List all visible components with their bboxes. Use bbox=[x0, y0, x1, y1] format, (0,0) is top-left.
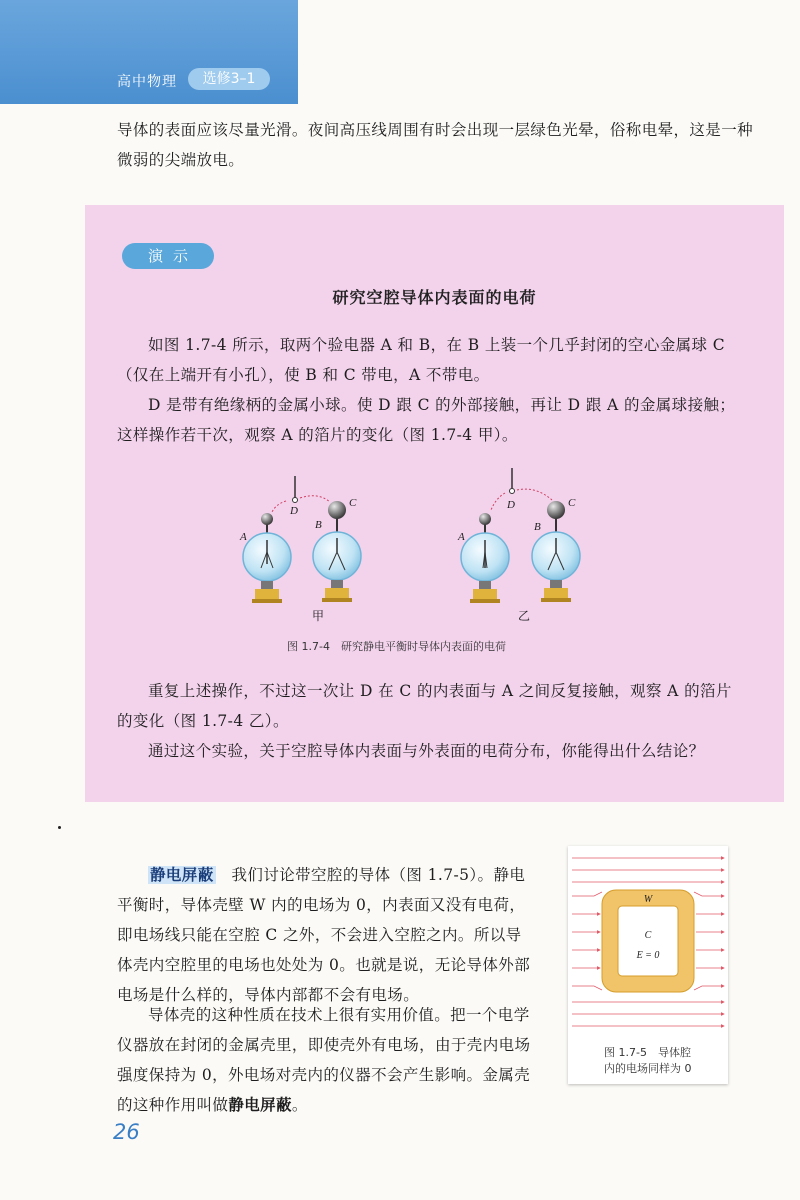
page-number: 26 bbox=[113, 1120, 140, 1144]
book-title: 高中物理 bbox=[117, 74, 177, 90]
module-badge: 选修3–1 bbox=[188, 68, 270, 90]
shielding-text-2-end: 。 bbox=[291, 1096, 308, 1114]
demo-paragraph-4: 通过这个实验，关于空腔导体内表面与外表面的电荷分布，你能得出什么结论？ bbox=[148, 742, 705, 760]
margin-dot bbox=[58, 826, 61, 829]
figure-1-7-5-box bbox=[568, 846, 728, 1084]
label-yi: 乙 bbox=[518, 609, 531, 623]
label-b-left: B bbox=[315, 519, 322, 531]
demo-paragraph-3: 重复上述操作，不过这一次让 D 在 C 的内表面与 A 之间反复接触，观察 A 的箔片的变化（图 1.7-4 乙）。 bbox=[117, 682, 732, 730]
label-b-right: B bbox=[534, 521, 541, 533]
intro-line-2: 微弱的尖端放电。 bbox=[117, 151, 245, 169]
label-a-right: A bbox=[458, 531, 465, 543]
shielding-paragraph-1 bbox=[117, 860, 537, 1010]
shielding-text-1: 我们讨论带空腔的导体（图 1.7-5）。静电平衡时，导体壳壁 W 内的电场为 0，内表面又没有电荷，即电场线只能在空腔 C 之外，不会进入空腔之内。所以导体壳内空腔里的电场也处处为 0。也就是说，无论导体外部电场是什么样的，导体内部都不会有电场。 bbox=[117, 866, 531, 1004]
shielding-term-bold: 静电屏蔽 bbox=[228, 1096, 292, 1114]
intro-line-1: 导体的表面应该尽量光滑。夜间高压线周围有时会出现一层绿色光晕，俗称电晕，这是一种 bbox=[117, 121, 754, 139]
label-c-right: C bbox=[568, 497, 576, 509]
cavity bbox=[618, 906, 678, 976]
label-d-right: D bbox=[507, 499, 515, 511]
shielding-paragraph-2 bbox=[117, 1000, 537, 1120]
demo-paragraph-2: D 是带有绝缘柄的金属小球。使 D 跟 C 的外部接触，再让 D 跟 A 的金属球接触；这样操作若干次，观察 A 的箔片的变化（图 1.7-4 甲）。 bbox=[117, 396, 736, 444]
figure-1-7-4-caption: 图 1.7-4 研究静电平衡时导体内表面的电荷 bbox=[287, 640, 506, 653]
label-w: W bbox=[643, 894, 653, 905]
label-c-cavity: C bbox=[644, 930, 652, 941]
electroscope-figure bbox=[230, 468, 610, 628]
label-c-left: C bbox=[349, 497, 357, 509]
term-electrostatic-shielding: 静电屏蔽 bbox=[150, 866, 214, 884]
label-a-left: A bbox=[240, 531, 247, 543]
label-e-zero: E = 0 bbox=[636, 950, 660, 961]
demo-paragraph-1: 如图 1.7-4 所示，取两个验电器 A 和 B，在 B 上装一个几乎封闭的空心金属球 C（仅在上端开有小孔），使 B 和 C 带电，A 不带电。 bbox=[117, 336, 726, 384]
label-jia: 甲 bbox=[312, 609, 325, 623]
electroscope-a-right bbox=[461, 513, 509, 603]
electroscope-b-left bbox=[313, 501, 361, 602]
demonstration-tag: 演示 bbox=[122, 243, 214, 269]
probe-d-left bbox=[272, 476, 330, 512]
probe-d-right bbox=[491, 468, 552, 510]
electroscope-b-right bbox=[532, 501, 580, 602]
electroscope-a-left bbox=[243, 513, 291, 603]
demonstration-title: 研究空腔导体内表面的电荷 bbox=[332, 288, 537, 307]
label-d-left: D bbox=[290, 505, 298, 517]
figure-1-7-5-caption-line-2: 内的电场同样为 0 bbox=[604, 1062, 692, 1075]
conductor-cavity-figure bbox=[568, 846, 728, 1036]
figure-1-7-5-caption-line-1: 图 1.7-5 导体腔 bbox=[604, 1046, 691, 1059]
shielding-text-2: 导体壳的这种性质在技术上很有实用价值。把一个电学仪器放在封闭的金属壳里，即使壳外有电场，由于壳内电场强度保持为 0，外电场对壳内的仪器不会产生影响。金属壳的这种作用叫做 bbox=[117, 1006, 531, 1114]
